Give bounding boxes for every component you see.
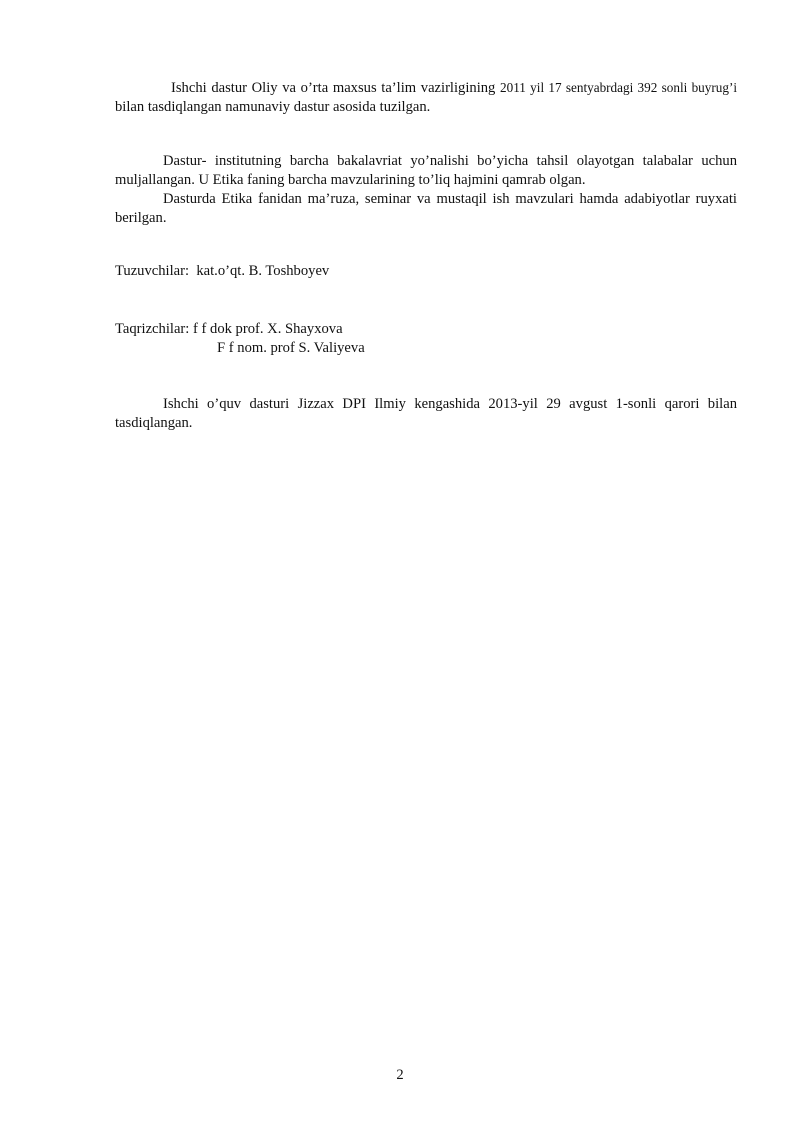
authors-label: Tuzuvchilar: [115, 263, 190, 279]
approval-text: Ishchi o’quv dasturi Jizzax DPI Ilmiy kengashida 2013-yil 29 avgust 1-sonli qarori bilan tasdiqlangan. [115, 396, 737, 431]
purpose-section [115, 152, 737, 228]
reviewer-2: F f nom. prof S. Valiyeva [217, 340, 365, 356]
page-number: 2 [396, 1067, 404, 1083]
purpose-paragraph-1: Dastur- institutning barcha bakalavriat yo’nalishi bo’yicha tahsil olayotgan talabalar uchun muljallangan. U Etika faning barcha mavzularining to’liq hajmini qamrab olgan. [115, 153, 737, 188]
authors-line [115, 262, 737, 281]
reviewer-1: f f dok prof. X. Shayxova [193, 321, 343, 337]
reviewers-section [115, 320, 737, 358]
intro-text-part1: Ishchi dastur Oliy va o’rta maxsus ta’lim vazirligining [171, 80, 500, 96]
intro-text-part2: 2011 yil 17 sentyabrdagi 392 sonli buyrug’i [500, 80, 737, 95]
intro-paragraph [115, 78, 737, 117]
reviewers-label: Taqrizchilar: [115, 321, 190, 337]
approval-paragraph [115, 395, 737, 433]
intro-text-part3: bilan tasdiqlangan namunaviy dastur asosida tuzilgan. [115, 99, 431, 115]
authors-name: kat.o’qt. B. Toshboyev [196, 263, 330, 279]
purpose-paragraph-2: Dasturda Etika fanidan ma’ruza, seminar va mustaqil ish mavzulari hamda adabiyotlar ruyxati berilgan. [115, 191, 737, 226]
